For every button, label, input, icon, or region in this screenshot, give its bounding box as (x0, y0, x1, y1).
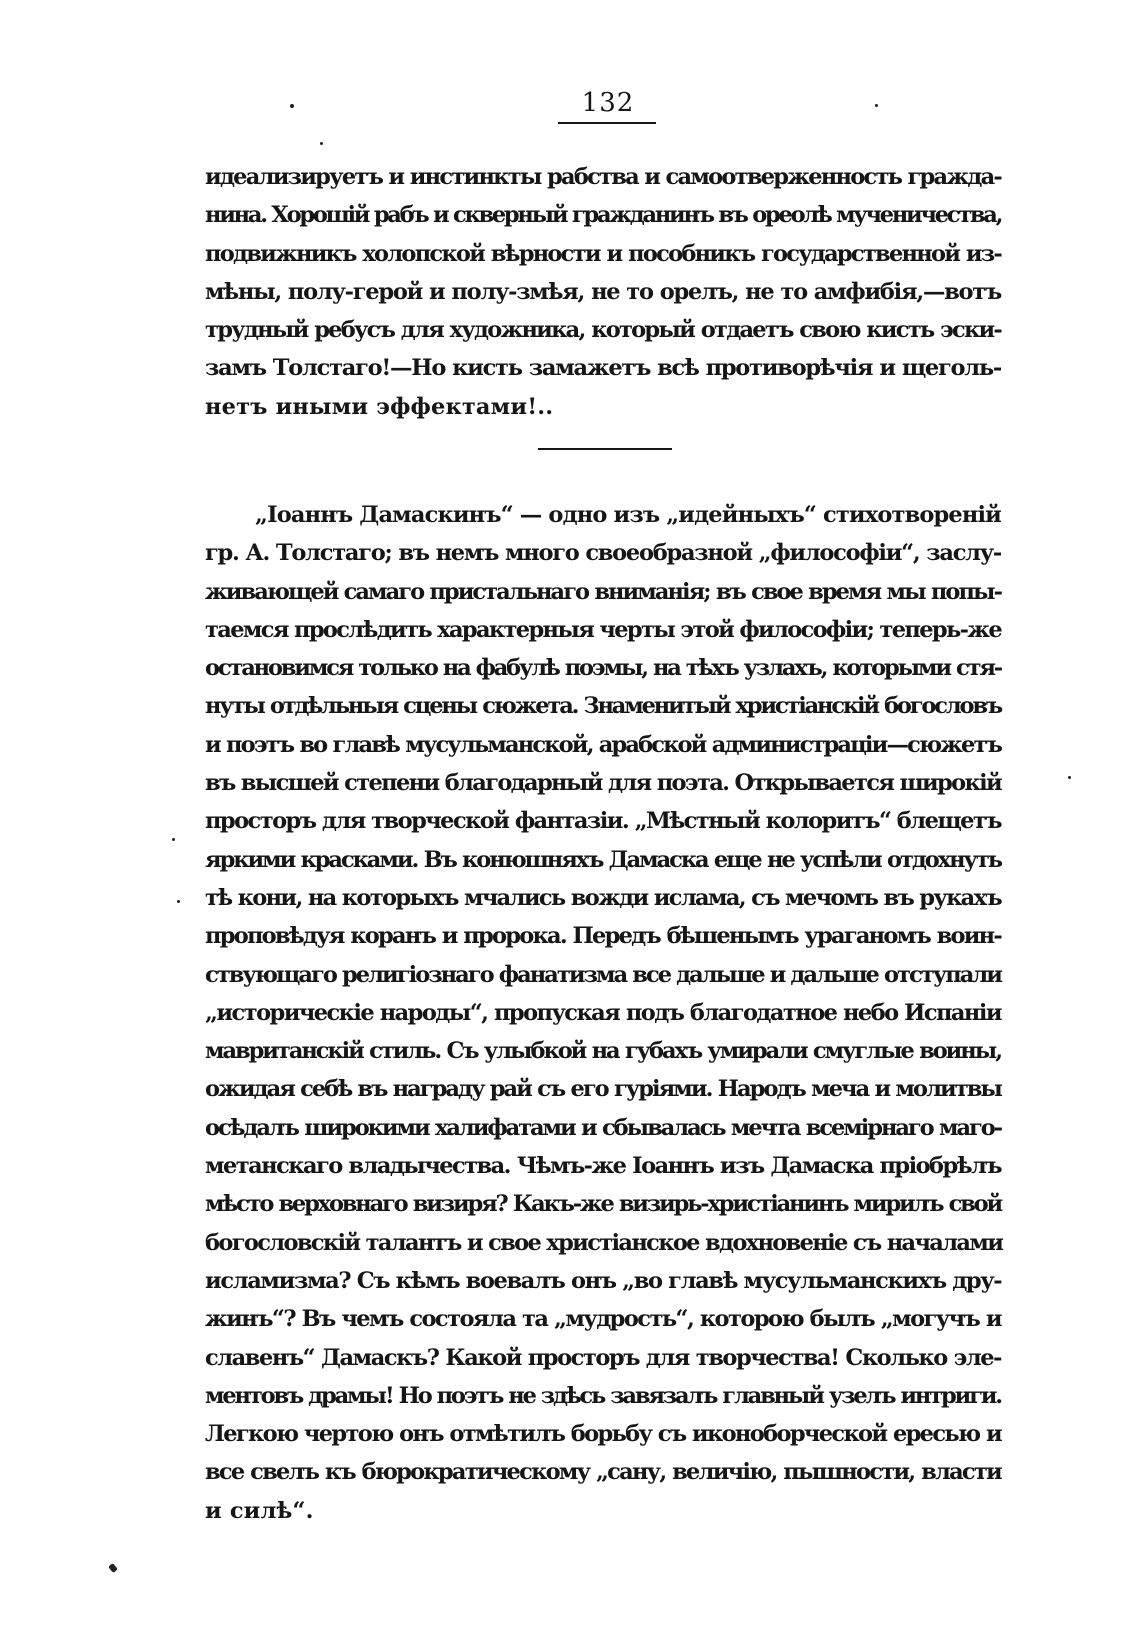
text-line: замъ Толстаго!—Но кисть замажетъ всѣ противорѣчія и щеголь- (205, 355, 1001, 382)
speck (290, 104, 294, 108)
text-line: нуты отдѣльныя сцены сюжета. Знаменитый христіанскій богословъ (205, 693, 1001, 720)
page-number: 132 (581, 88, 635, 118)
paragraph-ioann-damaskin (205, 496, 1001, 1530)
speck (320, 142, 323, 145)
speck (177, 900, 180, 903)
text-line: метанскаго владычества. Чѣмъ-же Іоаннъ изъ Дамаска пріобрѣлъ (205, 1153, 1001, 1180)
text-line: славенъ“ Дамаскъ? Какой просторъ для творчества! Сколько эле- (205, 1344, 1001, 1371)
text-line: проповѣдуя коранъ и пророка. Передъ бѣшенымъ ураганомъ воин- (205, 923, 1001, 950)
text-line: ожидая себѣ въ награду рай съ его гуріями. Народъ меча и молитвы (205, 1076, 1001, 1103)
text-line: богословскій талантъ и свое христіанское вдохновеніе съ началами (205, 1229, 1003, 1256)
text-line: живающей самаго пристальнаго вниманія; въ свое время мы попы- (205, 578, 1001, 605)
text-line: ствующаго религіознаго фанатизма все дальше и дальше отступали (205, 961, 1001, 988)
text-line: яркими красками. Въ конюшняхъ Дамаска еще не успѣли отдохнуть (205, 846, 1001, 873)
paragraph-continued (205, 158, 1001, 426)
text-line: просторъ для творческой фантазіи. „Мѣстный колоритъ“ блещетъ (205, 808, 1001, 835)
text-line: идеализируетъ и инстинкты рабства и самоотверженность гражда- (205, 164, 1001, 190)
speck (1068, 776, 1071, 779)
text-line: нина. Хорошій рабъ и скверный гражданинъ въ ореолѣ мученичества, (205, 202, 1002, 229)
text-line: остановимся только на фабулѣ поэмы, на тѣхъ узлахъ, которыми стя- (205, 655, 1001, 682)
text-line: мѣсто верховнаго визиря? Какъ-же визирь-христіанинъ мирилъ свой (205, 1191, 1001, 1218)
text-line: „историческіе народы“, пропуская подъ благодатное небо Испаніи (205, 999, 1001, 1026)
text-line: ментовъ драмы! Но поэтъ не здѣсь завязалъ главный узелъ интриги. (205, 1382, 1001, 1409)
section-divider (538, 448, 672, 450)
text-line: осѣдалъ широкими халифатами и сбывалась мечта всемірнаго маго- (205, 1114, 1001, 1141)
text-line: таемся прослѣдить характерныя черты этой философіи; теперь-же (205, 616, 1001, 643)
text-line: исламизма? Съ кѣмъ воевалъ онъ „во главѣ мусульманскихъ дру- (205, 1267, 1002, 1294)
text-line: подвижникъ холопской вѣрности и пособникъ государственной из- (205, 240, 1001, 267)
text-line: „Іоаннъ Дамаскинъ“ — одно изъ „идейныхъ“ стихотвореній (255, 502, 1002, 528)
text-line: тѣ кони, на которыхъ мчались вожди ислама, съ мечомъ въ рукахъ (205, 884, 1001, 911)
text-line: нетъ иными эффектами!.. (205, 393, 554, 420)
text-line: и поэтъ во главѣ мусульманской, арабской администраціи—сюжетъ (205, 731, 1001, 758)
text-line: Легкою чертою онъ отмѣтилъ борьбу съ иконоборческой ересью и (205, 1421, 1001, 1448)
text-line: мавританскій стиль. Съ улыбкой на губахъ умирали смуглые воины, (205, 1038, 1001, 1065)
text-line: жинъ“? Въ чемъ состояла та „мудрость“, которою былъ „могучъ и (205, 1306, 1001, 1333)
text-line: трудный ребусъ для художника, который отдаетъ свою кисть эски- (205, 317, 1001, 344)
text-line: гр. А. Толстаго; въ немъ много своеобразной „философіи“, заслу- (205, 540, 1001, 567)
text-line: и силѣ“. (205, 1497, 314, 1524)
text-line: въ высшей степени благодарный для поэта. Открывается широкій (205, 770, 1001, 797)
speck (875, 104, 878, 107)
text-line: мѣны, полу-герой и полу-змѣя, не то орелъ, не то амфибія,—вотъ (205, 278, 1001, 305)
text-line: все свелъ къ бюрократическому „сану, величію, пышности, власти (205, 1459, 1001, 1486)
speck (108, 1563, 118, 1573)
speck (172, 838, 175, 841)
header-rule (558, 122, 656, 124)
